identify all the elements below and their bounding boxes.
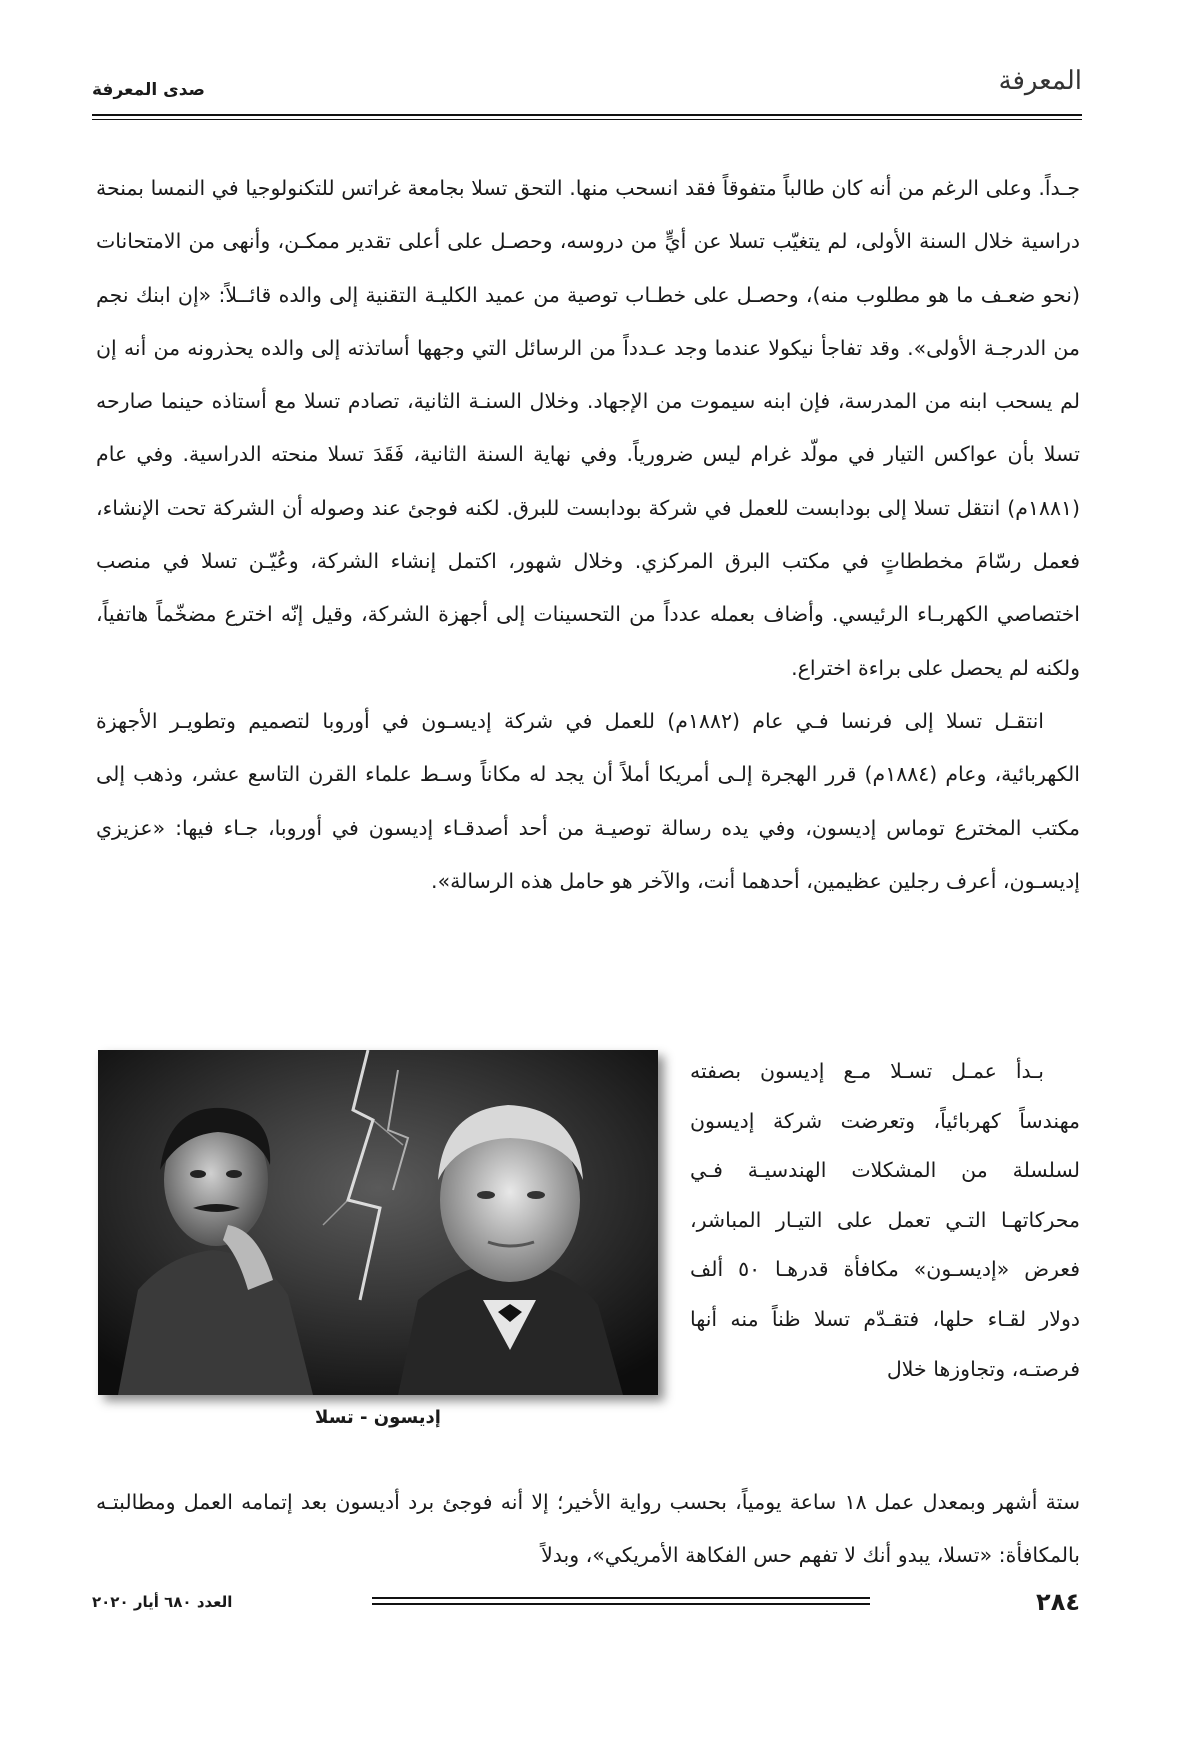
- footer-divider-second: [372, 1603, 870, 1605]
- issue-label: العدد ٦٨٠ أيار ٢٠٢٠: [92, 1593, 233, 1611]
- page-header: [92, 66, 1082, 114]
- page-number: ٢٨٤: [1036, 1588, 1080, 1616]
- edison-tesla-photo: [98, 1050, 658, 1395]
- paragraph-2: انتقـل تسلا إلى فرنسا فـي عام (١٨٨٢م) للعمل في شركة إديسـون في أوروبا لتصميم وتطويـر الأجهزة الكهربائية، وعام (١٨٨٤م) قرر الهجرة إلـى أمريكا أملاً أن يجد له مكاناً وسـط علماء القرن التاسع عشر، وذهب إلى مكتب المخترع توماس إديسون، وفي يده رسالة توصيـة من أحد أصدقـاء إديسون في أوروبا، جـاء فيها: «عزيزي إديسـون، أعرف رجلين عظيمين، أحدهما أنت، والآخر هو حامل هذه الرسالة».: [96, 708, 1081, 893]
- paragraph-1: جـداً. وعلى الرغم من أنه كان طالباً متفوقاً فقد انسحب منها. التحق تسلا بجامعة غراتس للتكنولوجيا في النمسا بمنحة دراسية خلال السنة الأولى، لم يتغيّب تسلا عن أيٍّ من دروسه، وحصـل على أعلى تقدير ممكـن، وأنهى من الامتحانات (نحو ضعـف ما هو مطلوب منه)، وحصـل على خطـاب توصية من عميد الكليـة التقنية إلى والده قائــلاً: «إن ابنك نجم من الدرجـة الأولى». وقد تفاجأ نيكولا عندما وجد عـدداً من الرسائل التي وجهها أساتذته إلى والده يحذرونه من أنه إن لم يسحب ابنه من المدرسة، فإن ابنه سيموت من الإجهاد. وخلال السنـة الثانية، تصادم تسلا مع أستاذه حينما صارحه تسلا بأن عواكس التيار في مولّد غرام ليس ضرورياً. وفي نهاية السنة الثانية، فَقَدَ تسلا منحته الدراسية. وفي عام (١٨٨١م) انتقل تسلا إلى بودابست للعمل في شركة بودابست للبرق. لكنه فوجئ عند وصوله أن الشركة تحت الإنشاء، فعمل رسّامَ مخططاتٍ في مكتب البرق المركزي. وخلال شهور، اكتمل إنشاء الشركة، وعُيّـن تسلا في منصب اختصاصي الكهربـاء الرئيسي. وأضاف بعمله عدداً من التحسينات إلى أجهزة الشركة، وقيل إنّه اخترع مضخّماً هاتفياً، ولكنه لم يحصل على براءة اختراع.: [96, 176, 1080, 680]
- magazine-logo: المعرفة: [998, 66, 1082, 96]
- header-divider-thin: [92, 119, 1082, 120]
- section-title: صدى المعرفة: [92, 80, 205, 100]
- photo-caption: إديسون - تسلا: [315, 1407, 441, 1428]
- article-body-side: [690, 1047, 1080, 1394]
- paragraph-bottom: ستة أشهر وبمعدل عمل ١٨ ساعة يومياً، بحسب رواية الأخير؛ إلا أنه فوجئ برد أديسون بعد إتمامه العمل ومطالبتـه بالمكافأة: «تسلا، يبدو أنك لا تفهم حس الفكاهة الأمريكي»، وبدلاً: [96, 1490, 1080, 1568]
- footer-divider: [372, 1597, 870, 1599]
- paragraph-side: بـدأ عمـل تسـلا مـع إديسون بصفته مهندساً كهربائياً، وتعرضت شركة إديسون لسلسلة من المشكلات الهندسيـة فـي محركاتهـا التـي تعمل على التيـار المباشر، فعرض «إديسـون» مكافأة قدرهـا ٥٠ ألف دولار لقـاء حلها، فتقـدّم تسلا ظناً منه أنها فرصتـه، وتجاوزها خلال: [690, 1059, 1080, 1381]
- article-body-bottom: [96, 1476, 1080, 1583]
- header-divider: [92, 114, 1082, 116]
- article-body-top: [96, 162, 1080, 908]
